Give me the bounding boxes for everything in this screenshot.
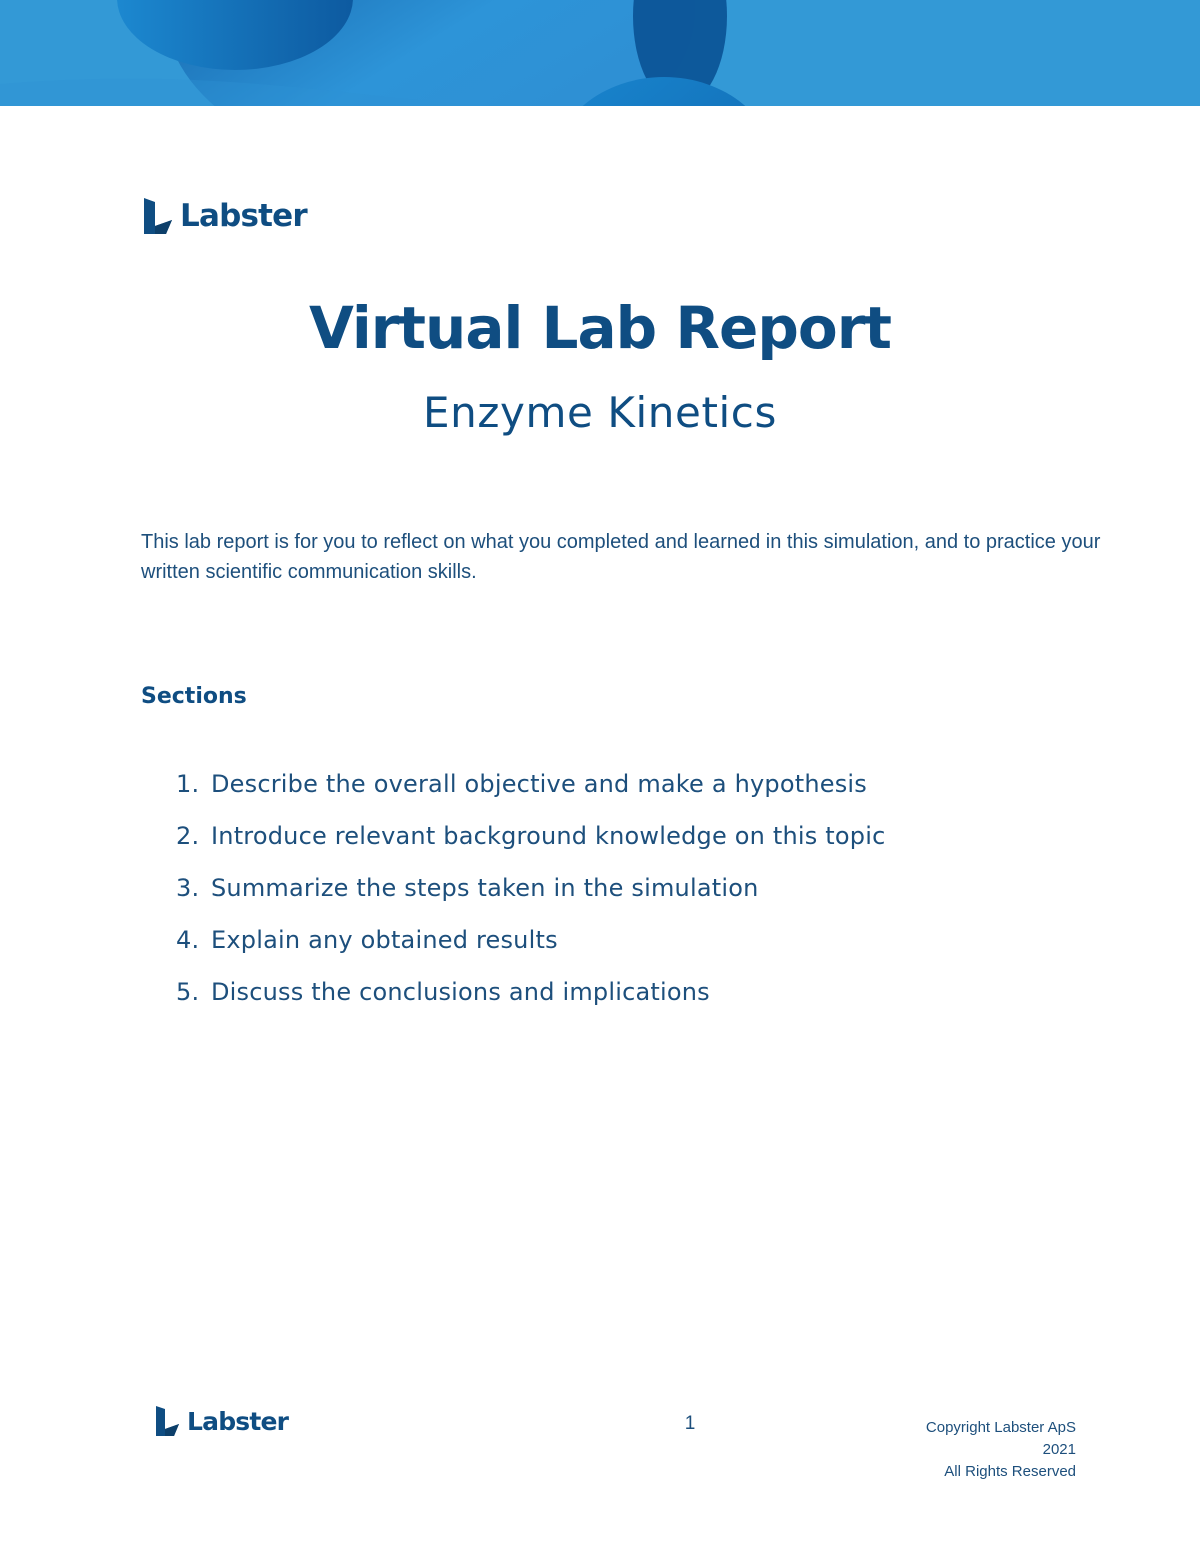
page-title: Virtual Lab Report bbox=[308, 294, 892, 362]
section-text: Explain any obtained results bbox=[211, 926, 558, 954]
brand-name: Labster bbox=[187, 1406, 289, 1436]
section-number: 3. bbox=[176, 874, 200, 902]
page-subtitle: Enzyme Kinetics bbox=[423, 388, 777, 437]
copyright-block bbox=[816, 1417, 1076, 1483]
section-number: 1. bbox=[176, 770, 200, 798]
sections-list bbox=[176, 768, 1026, 1028]
section-number: 5. bbox=[176, 978, 200, 1006]
labster-logo-top bbox=[140, 196, 307, 236]
section-item-background bbox=[176, 820, 1026, 872]
page-number: 1 bbox=[684, 1413, 696, 1434]
section-item-results bbox=[176, 924, 1026, 976]
abstract-blue-bubbles-icon bbox=[0, 0, 1200, 106]
section-item-conclusions bbox=[176, 976, 1026, 1028]
section-number: 4. bbox=[176, 926, 200, 954]
copyright-year: 2021 bbox=[1042, 1441, 1076, 1458]
section-text: Describe the overall objective and make a hypothesis bbox=[211, 770, 867, 798]
intro-paragraph: This lab report is for you to reflect on what you completed and learned in this simulation, and to practice your written scientific communication skills. bbox=[141, 531, 1101, 583]
copyright-rights: All Rights Reserved bbox=[944, 1463, 1076, 1480]
labster-logo-icon bbox=[140, 196, 174, 236]
copyright-line: Copyright Labster ApS bbox=[925, 1419, 1076, 1436]
section-number: 2. bbox=[176, 822, 200, 850]
labster-logo-icon bbox=[153, 1405, 181, 1437]
section-text: Discuss the conclusions and implications bbox=[211, 978, 710, 1006]
sections-heading: Sections bbox=[141, 684, 247, 709]
section-item-steps bbox=[176, 872, 1026, 924]
section-item-objective bbox=[176, 768, 1026, 820]
brand-name: Labster bbox=[180, 197, 307, 234]
header-banner bbox=[0, 0, 1200, 106]
section-text: Introduce relevant background knowledge on this topic bbox=[211, 822, 886, 850]
labster-logo-footer bbox=[153, 1405, 288, 1437]
section-text: Summarize the steps taken in the simulation bbox=[211, 874, 759, 902]
